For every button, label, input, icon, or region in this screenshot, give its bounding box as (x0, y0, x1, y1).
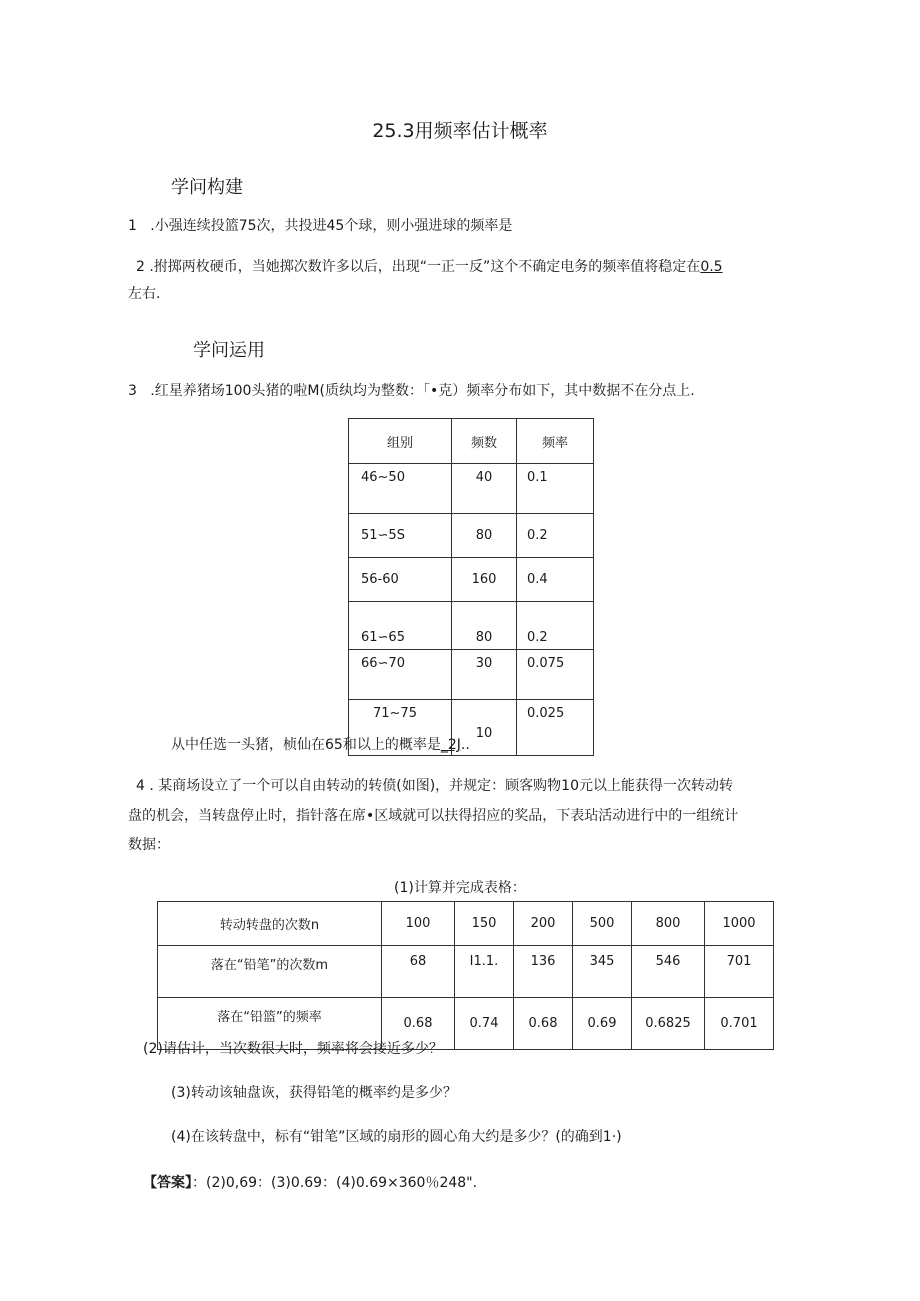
question-4-line-3: 数据： (128, 837, 170, 853)
table-cell: 0.025 (517, 700, 594, 756)
section-heading-apply: 学问运用 (193, 340, 265, 361)
header-frequency-rate: 频率 (517, 419, 594, 464)
question-2-line-2: 左右. (128, 286, 161, 302)
table-cell: 51∽5S (349, 514, 452, 558)
question-4-part-4: (4)在该转盘中，标有“钳笔”区域的扇形的圆心角大约是多少？(的确到1·) (171, 1129, 622, 1145)
table-cell: 0.68 (382, 998, 455, 1050)
header-frequency-count: 频数 (452, 419, 517, 464)
table-cell: I1.1. (455, 946, 514, 998)
table-cell: 800 (632, 902, 705, 946)
table-cell: 500 (573, 902, 632, 946)
table-cell: 66∽70 (349, 650, 452, 700)
table-cell: 136 (514, 946, 573, 998)
table-row (349, 514, 594, 558)
table-row (349, 602, 594, 650)
question-4-part-2: (2)请估计，当次数很大时，频率将会接近多少？ (143, 1041, 443, 1057)
table-cell: 80 (452, 514, 517, 558)
header-group: 组别 (349, 419, 452, 464)
question-3-conclusion-text: 从中任选一头猪，桢仙在65和以上的概率是 (171, 737, 441, 753)
question-1: 1 .小强连续投篮75次，共投进45个球，则小强进球的频率是 (128, 218, 513, 234)
table-cell: 0.68 (514, 998, 573, 1050)
question-3-conclusion (171, 735, 470, 755)
table-cell: 56-60 (349, 558, 452, 602)
table-cell: 0.74 (455, 998, 514, 1050)
row-label-spins: 转动转盘的次数n (158, 902, 382, 946)
table-row (349, 558, 594, 602)
table-row (158, 946, 774, 998)
table-cell: 71~75 (349, 700, 452, 756)
table-cell: 68 (382, 946, 455, 998)
table-cell: 80 (452, 602, 517, 650)
question-4-part-3: (3)转动该轴盘诙，获得铅笔的概率约是多少？ (171, 1085, 457, 1101)
question-3-answer: _2J (440, 737, 461, 753)
table-cell: 0.69 (573, 998, 632, 1050)
question-2-answer: 0.5 (700, 259, 723, 275)
section-heading-construct: 学问构建 (171, 177, 243, 198)
table-cell: 40 (452, 464, 517, 514)
row-label-frequency: 落在“铅篮”的频率 (158, 998, 382, 1050)
table-cell: 546 (632, 946, 705, 998)
table-cell: 701 (705, 946, 774, 998)
table-cell: 0.1 (517, 464, 594, 514)
table-cell: 0.2 (517, 602, 594, 650)
question-4-line-1: 4 . 某商场设立了一个可以自由转动的转偾(如图)，并规定：顾客购物10元以上能获得一次转动转 (136, 778, 733, 794)
table-cell: 100 (382, 902, 455, 946)
spinner-statistics-table (157, 901, 774, 1050)
answer-text: ：(2)0,69：(3)0.69：(4)0.69×360％248". (192, 1175, 478, 1191)
answer-label: 【答案】 (143, 1175, 192, 1191)
question-3: 3 .红星养猪场100头猪的啦M(质纨均为整数：「•克）频率分布如下，其中数据不在分点上. (128, 383, 695, 399)
table-cell: 10 (452, 700, 517, 756)
table-cell: 345 (573, 946, 632, 998)
question-2-line-1 (136, 257, 723, 277)
question-4-part-1: (1)计算并完成表格： (394, 880, 526, 896)
row-label-hits: 落在“铅笔”的次数m (158, 946, 382, 998)
question-2-text: 2 .拊掷两枚硬币，当她掷次数许多以后，出现“一正一反”这个不确定电务的频率值将稳定在 (136, 259, 701, 275)
table-cell: 1000 (705, 902, 774, 946)
frequency-table (348, 418, 594, 756)
table-cell: 160 (452, 558, 517, 602)
table-row (349, 650, 594, 700)
question-3-conclusion-suffix: .. (460, 737, 470, 753)
table-cell: 61∽65 (349, 602, 452, 650)
table-cell: 200 (514, 902, 573, 946)
table-header-row (349, 419, 594, 464)
table-cell: 0.2 (517, 514, 594, 558)
table-cell: 0.701 (705, 998, 774, 1050)
table-cell: 0.4 (517, 558, 594, 602)
table-cell: 30 (452, 650, 517, 700)
answer-line (143, 1173, 477, 1193)
table-cell: 0.6825 (632, 998, 705, 1050)
table-cell: 150 (455, 902, 514, 946)
question-4-line-2: 盘的机会，当转盘停止时，指针落在席•区域就可以扶得招应的奖品，下表玷活动进行中的一组统计 (128, 808, 739, 824)
table-cell: 0.075 (517, 650, 594, 700)
page-title: 25.3用频率估计概率 (372, 120, 548, 142)
table-row (158, 902, 774, 946)
table-cell: 46~50 (349, 464, 452, 514)
table-row (349, 464, 594, 514)
